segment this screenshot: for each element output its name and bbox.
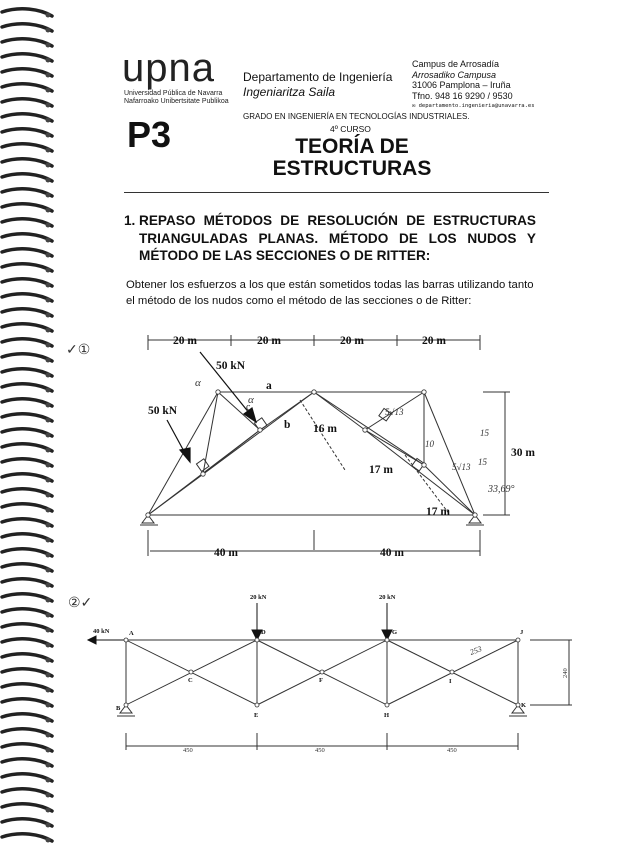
handwritten-note: 5√13 — [385, 407, 404, 417]
node-label: E — [254, 712, 259, 719]
height-label: 240 — [562, 668, 569, 678]
member-label-a: a — [266, 380, 272, 392]
node-label: I — [449, 678, 452, 685]
campus-address: Campus de Arrosadía Arrosadiko Campusa 31006 Pamplona – Iruña Tfno. 948 16 9290 / 9530 ✉ departamento.ingenieria@unavarra.es — [412, 59, 535, 112]
course-year: 4º CURSO — [330, 124, 371, 134]
dimension-label: 17 m — [369, 464, 393, 476]
node-label: G — [392, 629, 398, 636]
span-label: 20 m — [257, 335, 281, 347]
load-label: 40 kN — [93, 628, 110, 635]
department-name: Departamento de Ingeniería — [243, 70, 393, 84]
handwritten-note: 15 — [480, 428, 489, 438]
member-label-c: c — [246, 402, 251, 413]
span-label: 450 — [447, 747, 457, 754]
load-label: 20 kN — [379, 594, 396, 601]
handwritten-note: 253 — [468, 644, 483, 657]
node-label: B — [116, 705, 121, 712]
section-number: 1. — [124, 213, 136, 228]
load-label-top: 50 kN — [216, 360, 246, 372]
node-label: D — [261, 629, 266, 636]
node-label: J — [520, 629, 524, 636]
section-heading-text: REPASO MÉTODOS DE RESOLUCIÓN DE ESTRUCTURAS TRIANGULADAS PLANAS. MÉTODO DE LOS NUDOS Y MÉTODO DE LAS SECCIONES O DE RITTER: — [139, 213, 536, 263]
handwritten-note: 10 — [425, 439, 434, 449]
handwritten-note: 33,69° — [488, 484, 515, 495]
page-title: TEORÍA DE ESTRUCTURAS — [272, 135, 432, 180]
department-email: ✉ departamento.ingenieria@unavarra.es — [412, 103, 535, 109]
handwritten-note: α — [195, 377, 201, 389]
node-label: A — [129, 630, 134, 637]
load-label-left: 50 kN — [148, 405, 178, 417]
span-label: 20 m — [173, 335, 197, 347]
span-label: 20 m — [422, 335, 446, 347]
university-name: Universidad Pública de Navarra Nafarroako Unibertsitate Publikoa — [124, 90, 229, 105]
truss-2-members — [126, 640, 572, 750]
span-label: 450 — [315, 747, 325, 754]
span-label: 450 — [183, 747, 193, 754]
dimension-label: 16 m — [313, 423, 337, 435]
node-label: F — [319, 677, 323, 684]
span-label: 40 m — [214, 547, 238, 559]
problem-2-mark: ②✓ — [68, 596, 93, 611]
handwritten-note: 5√13 — [452, 462, 471, 472]
dimension-label: 30 m — [511, 447, 535, 459]
span-label: 40 m — [380, 547, 404, 559]
truss-1-members — [148, 392, 475, 515]
practice-code: P3 — [127, 114, 172, 155]
node-label: H — [384, 712, 390, 719]
handwritten-note: 15 — [478, 457, 487, 467]
handwritten-note: α — [248, 394, 254, 406]
load-label: 20 kN — [250, 594, 267, 601]
node-label: K — [521, 702, 527, 709]
node-label: C — [188, 677, 193, 684]
problem-1-mark: ✓① — [66, 343, 91, 358]
member-label-b: b — [284, 419, 291, 431]
exercise-instructions: Obtener los esfuerzos a los que están sometidos todas las barras utilizando tanto el método de los nudos como el método de las secciones o de Ritter: — [126, 279, 534, 307]
dimension-label: 17 m — [426, 506, 450, 518]
degree-name: GRADO EN INGENIERÍA EN TECNOLOGÍAS INDUSTRIALES. — [243, 112, 470, 121]
department-name-basque: Ingeniaritza Saila — [243, 85, 336, 99]
upna-logo: upna — [122, 46, 215, 90]
span-label: 20 m — [340, 335, 364, 347]
